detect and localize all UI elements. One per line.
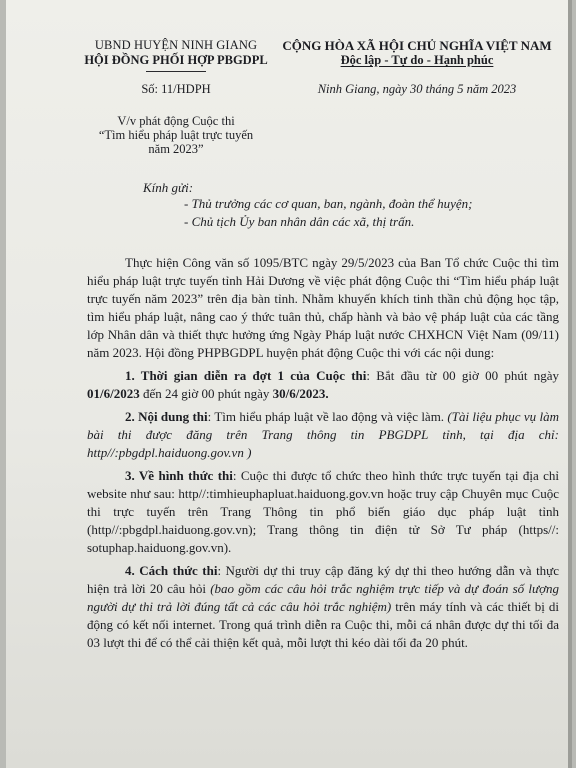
org-underline [146,71,206,72]
place-date: Ninh Giang, ngày 30 tháng 5 năm 2023 [317,82,517,96]
nation-motto: Độc lập - Tự do - Hạnh phúc [340,53,494,67]
document-body [87,254,559,652]
greeting: Kính gửi: [143,180,194,195]
org-name-line1: UBND HUYỆN NINH GIANG [94,38,258,52]
section-text: đến 24 giờ 00 phút ngày [139,386,273,401]
org-name-line2: HỘI ĐỒNG PHỐI HỢP PBGDPL [84,53,268,67]
subject-line: năm 2023” [148,142,204,156]
section-heading: 4. Cách thức thi [125,563,218,578]
section-text: : Cuộc thi được tổ chức theo hình thức trực tuyến tại địa chỉ website như sau: http//:timhieuphapluat.haiduong.gov.vn hoặc truy cập Chuyên mục Cuộc thi trực tuyến trên Trang Thông tin phổ biến giáo dục pháp luật tỉnh (http//:pbgdpl.haiduong.gov.vn); Trang thông tin điện tử Sở Tư pháp (https//: sotuphap.haiduong.gov.vn). [87,468,560,555]
section-heading: 1. Thời gian diễn ra đợt 1 của Cuộc thi [125,368,367,383]
section-time [87,367,559,403]
end-date: 30/6/2023. [272,386,329,401]
section-heading: 2. Nội dung thi [125,409,208,424]
section-format [87,467,559,557]
start-date: 01/6/2023 [87,386,140,401]
nation-title: CỘNG HÒA XÃ HỘI CHỦ NGHĨA VIỆT NAM [282,38,552,53]
subject-line: V/v phát động Cuộc thi [117,114,235,128]
section-note: (bao gồm các câu hỏi trắc nghiệm trực tiếp và dự đoán số lượng người dự thi trả lời đúng tất cả các câu hỏi trắc nghiệm) [87,581,560,614]
section-text: trên máy tính và các thiết bị di động có kết nối internet. Trong quá trình diễn ra Cuộc thi, mỗi cá nhân được dự thi tối đa 03 lượt thi để có thể cải thiện kết quả, mỗi lượt thi kéo dài tối đa 20 phút. [87,599,559,650]
section-content [87,408,559,462]
document-page [6,0,572,768]
recipient-item: - Thủ trưởng các cơ quan, ban, ngành, đoàn thể huyện; [184,196,473,211]
section-text: : Bắt đầu từ 00 giờ 00 phút ngày [366,368,559,383]
section-note: (Tài liệu phục vụ làm bài thi được đăng trên Trang thông tin PBGDPL tỉnh, tại địa chỉ: http//:pbgdpl.haiduong.gov.vn ) [87,409,559,460]
page-edge-shadow [568,0,572,768]
section-heading: 3. Về hình thức thi [125,468,233,483]
subject-line: “Tìm hiểu pháp luật trực tuyến [98,128,254,142]
section-text: : Người dự thi truy cập đăng ký dự thi theo hướng dẫn và thực hiện trả lời 20 câu hỏi [87,563,559,596]
intro-paragraph: Thực hiện Công văn số 1095/BTC ngày 29/5/2023 của Ban Tổ chức Cuộc thi tìm hiểu pháp luật trực tuyến tỉnh Hải Dương về việc phát động Cuộc thi “Tìm hiểu pháp luật trực tuyến năm 2023” trên địa bàn tỉnh. Nhằm khuyến khích tinh thần chủ động học tập, tìm hiểu pháp luật, nâng cao ý thức tuân thủ, chấp hành và bảo vệ pháp luật của các tầng lớp Nhân dân và thiết thực hưởng ứng Ngày Pháp luật nước CHXHCN Việt Nam (09/11) năm 2023. Hội đồng PHPBGDPL huyện phát động Cuộc thi với các nội dung: [87,255,559,360]
section-text: : Tìm hiểu pháp luật về lao động và việc làm. [207,409,448,424]
section-method [87,562,559,652]
document-number: Số: 11/HDPH [141,82,211,96]
recipient-item: - Chủ tịch Ủy ban nhân dân các xã, thị trấn. [184,214,415,229]
document-subject [56,114,296,156]
